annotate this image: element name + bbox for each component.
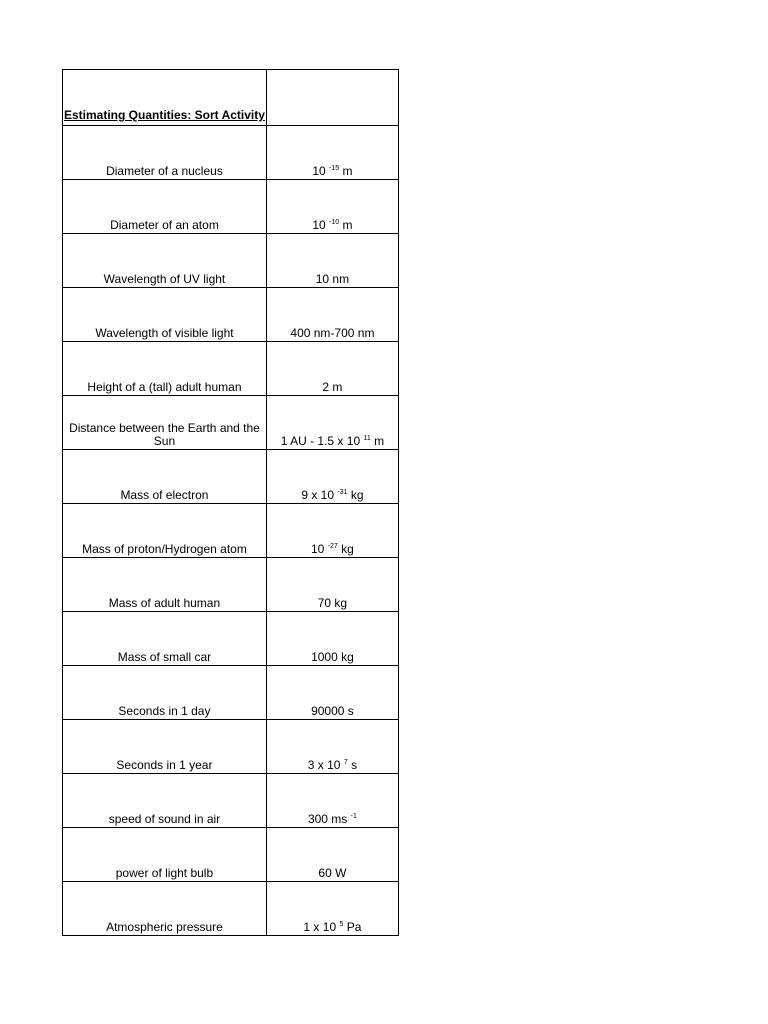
quantity-cell: Seconds in 1 day: [63, 666, 267, 720]
quantity-cell: Mass of small car: [63, 612, 267, 666]
value-cell: [266, 504, 398, 558]
value-exponent: -1: [350, 813, 357, 820]
value-base: 10: [312, 164, 326, 178]
value-cell: [266, 666, 398, 720]
value-cell: [266, 882, 398, 936]
value-cell: [266, 828, 398, 882]
value-unit: kg: [341, 542, 354, 556]
quantity-cell: power of light bulb: [63, 828, 267, 882]
quantity-cell: Mass of adult human: [63, 558, 267, 612]
table-row: [63, 558, 399, 612]
value-base: 60 W: [318, 866, 347, 880]
quantities-table-body: [63, 70, 399, 936]
value-cell: [266, 450, 398, 504]
table-row: [63, 612, 399, 666]
value-base: 9 x 10: [301, 488, 335, 502]
value-base: 3 x 10: [307, 758, 341, 772]
value-base: 400 nm-700 nm: [290, 326, 375, 340]
value-exponent: -31: [337, 489, 348, 496]
table-row: [63, 828, 399, 882]
value-exponent: 7: [343, 759, 348, 766]
value-unit: m: [342, 164, 353, 178]
table-row: [63, 882, 399, 936]
value-base: 10: [312, 218, 326, 232]
value-cell: [266, 180, 398, 234]
value-exponent: 5: [339, 921, 344, 928]
title-row: [63, 70, 399, 126]
quantities-table: [62, 69, 399, 936]
title-cell: [63, 70, 267, 126]
value-cell: [266, 342, 398, 396]
table-row: [63, 450, 399, 504]
value-cell: [266, 288, 398, 342]
value-unit: m: [374, 434, 385, 448]
table-row: [63, 342, 399, 396]
value-cell: [266, 558, 398, 612]
quantity-cell: Height of a (tall) adult human: [63, 342, 267, 396]
value-base: 300 ms: [307, 812, 348, 826]
table-row: [63, 234, 399, 288]
quantity-cell: Diameter of a nucleus: [63, 126, 267, 180]
value-unit: Pa: [346, 920, 362, 934]
value-cell: [266, 774, 398, 828]
table-row: [63, 288, 399, 342]
value-base: 10: [310, 542, 325, 556]
value-cell: [266, 396, 398, 450]
table-row: [63, 396, 399, 450]
title-empty-cell: [266, 70, 398, 126]
value-cell: [266, 720, 398, 774]
value-base: 2 m: [322, 380, 343, 394]
quantity-cell: Distance between the Earth and the Sun: [63, 396, 267, 450]
value-cell: [266, 234, 398, 288]
value-base: 1 AU - 1.5 x 10: [280, 434, 361, 448]
value-base: 10 nm: [315, 272, 350, 286]
value-unit: kg: [350, 488, 364, 502]
value-exponent: -15: [329, 165, 340, 172]
value-cell: [266, 612, 398, 666]
value-base: 1 x 10: [303, 920, 337, 934]
value-base: 1000 kg: [311, 650, 354, 664]
quantity-cell: Diameter of an atom: [63, 180, 267, 234]
quantity-cell: Atmospheric pressure: [63, 882, 267, 936]
sheet-title: Estimating Quantities: Sort Activity: [64, 108, 265, 122]
value-base: 90000 s: [311, 704, 354, 718]
table-row: [63, 504, 399, 558]
value-cell: [266, 126, 398, 180]
table-row: [63, 180, 399, 234]
value-unit: s: [351, 758, 358, 772]
quantity-cell: Wavelength of UV light: [63, 234, 267, 288]
table-row: [63, 666, 399, 720]
table-row: [63, 720, 399, 774]
table-row: [63, 774, 399, 828]
value-exponent: -10: [329, 219, 340, 226]
quantity-cell: Mass of proton/Hydrogen atom: [63, 504, 267, 558]
value-unit: m: [342, 218, 353, 232]
table-row: [63, 126, 399, 180]
value-base: 70 kg: [317, 596, 348, 610]
quantity-cell: Seconds in 1 year: [63, 720, 267, 774]
quantity-cell: speed of sound in air: [63, 774, 267, 828]
value-exponent: 11: [363, 435, 371, 442]
value-exponent: -27: [327, 543, 338, 550]
quantity-cell: Wavelength of visible light: [63, 288, 267, 342]
quantity-cell: Mass of electron: [63, 450, 267, 504]
